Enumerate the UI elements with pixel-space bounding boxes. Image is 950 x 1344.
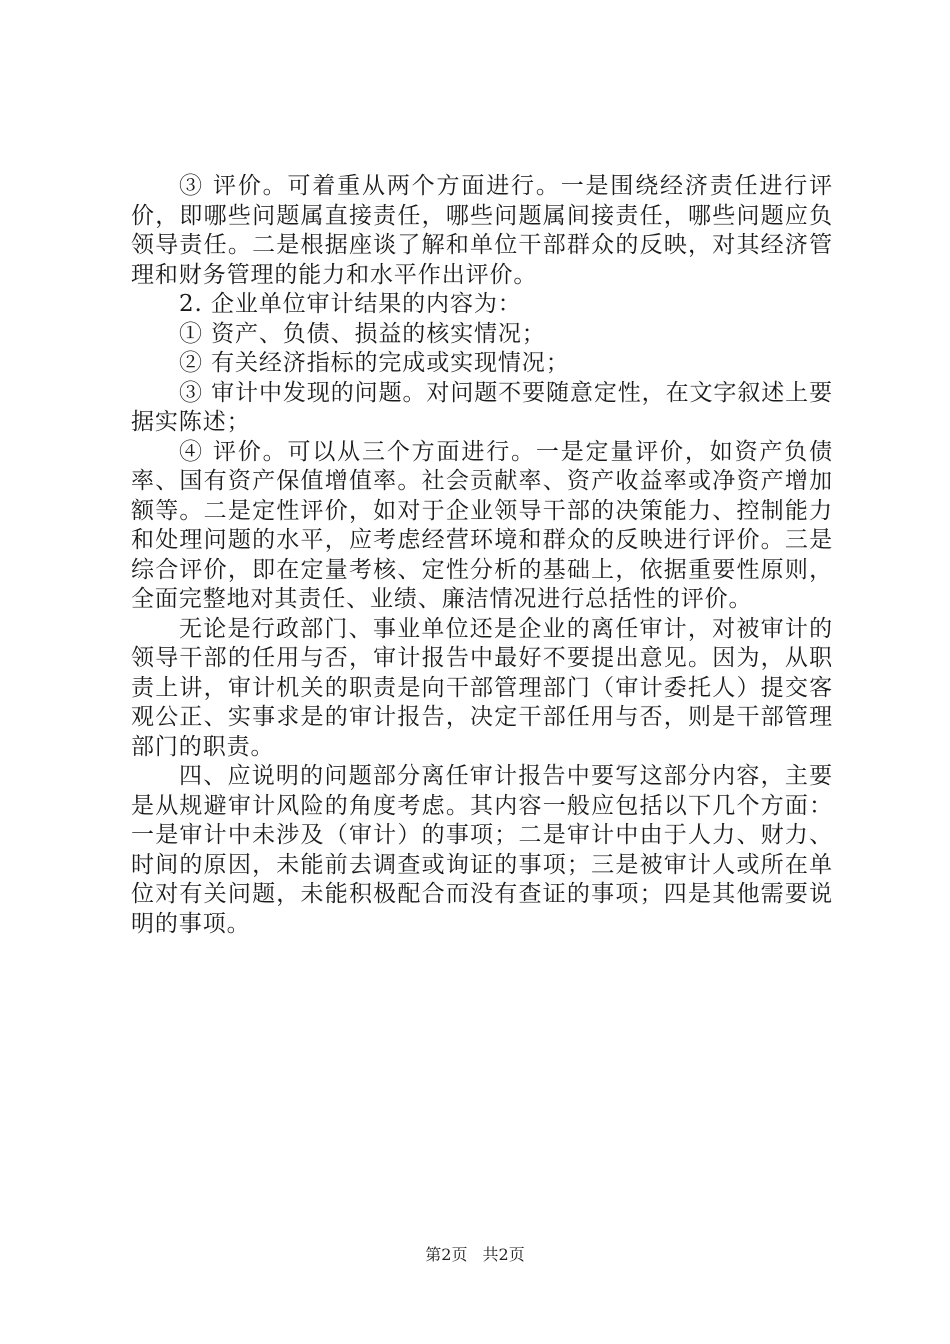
paragraph-evaluation-admin: ③ 评价。可着重从两个方面进行。一是围绕经济责任进行评价，即哪些问题属直接责任，哪些问题属间接责任，哪些问题应负领导责任。二是根据座谈了解和单位干部群众的反映，对其经济管理和财务管理的能力和水平作出评价。 [131, 173, 833, 288]
paragraph-item-issues: ③ 审计中发现的问题。对问题不要随意定性，在文字叙述上要据实陈述； [131, 379, 833, 435]
paragraph-section-four: 四、应说明的问题部分离任审计报告中要写这部分内容，主要是从规避审计风险的角度考虑。其内容一般应包括以下几个方面：一是审计中未涉及（审计）的事项；二是审计中由于人力、财力、时间的原因，未能前去调查或询证的事项；三是被审计人或所在单位对有关问题，未能积极配合而没有查证的事项；四是其他需要说明的事项。 [131, 763, 833, 937]
paragraph-appointment-note: 无论是行政部门、事业单位还是企业的离任审计，对被审计的领导干部的任用与否，审计报告中最好不要提出意见。因为，从职责上讲，审计机关的职责是向干部管理部门（审计委托人）提交客观公正、实事求是的审计报告，决定干部任用与否，则是干部管理部门的职责。 [131, 615, 833, 760]
paragraph-item-evaluation: ④ 评价。可以从三个方面进行。一是定量评价，如资产负债率、国有资产保值增值率。社会贡献率、资产收益率或净资产增加额等。二是定性评价，如对于企业领导干部的决策能力、控制能力和处理问题的水平，应考虑经营环境和群众的反映进行评价。三是综合评价，即在定量考核、定性分析的基础上，依据重要性原则，全面完整地对其责任、业绩、廉洁情况进行总括性的评价。 [131, 438, 833, 612]
page-number: 第2页 [425, 1245, 468, 1264]
paragraph-item-indicators: ② 有关经济指标的完成或实现情况； [179, 350, 570, 376]
page-total: 共2页 [482, 1245, 525, 1264]
paragraph-item-assets: ① 资产、负债、损益的核实情况； [179, 320, 546, 347]
page-footer [0, 1244, 950, 1266]
paragraph-enterprise-heading: 2. 企业单位审计结果的内容为： [179, 291, 522, 317]
document-body [131, 172, 833, 939]
